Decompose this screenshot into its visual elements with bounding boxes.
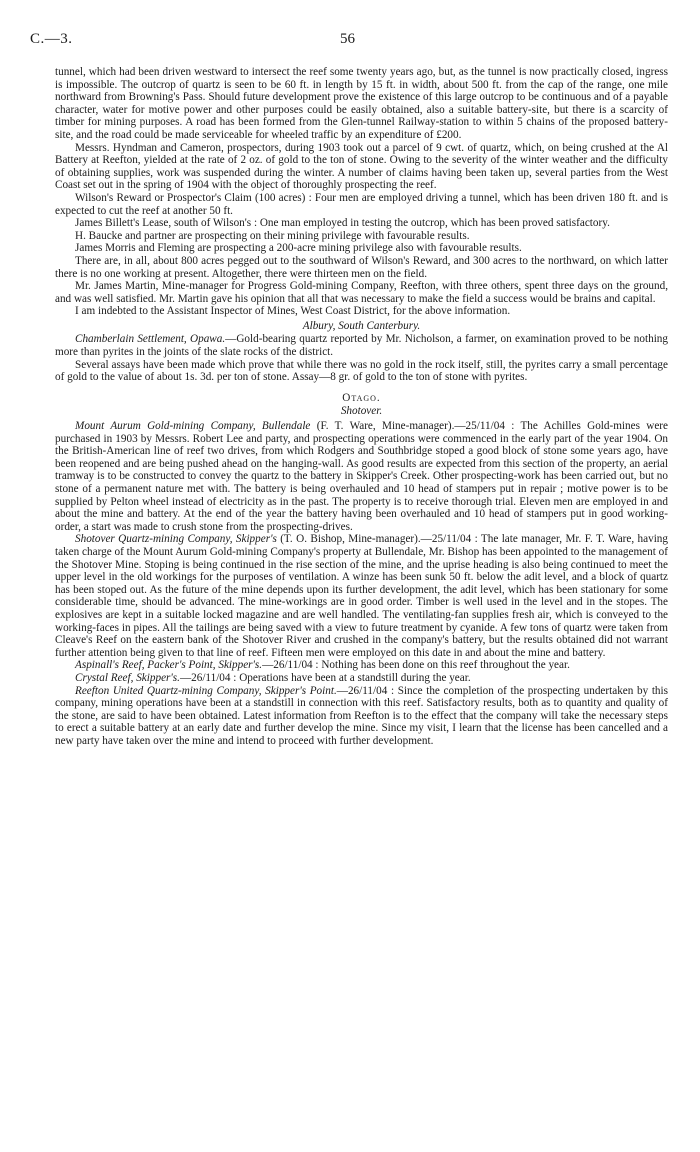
paragraph: Wilson's Reward or Prospector's Claim (100 acres) : Four men are employed driving a tunnel, which has been driven 180 ft. and is expected to cut the reef at another 50 ft.: [55, 191, 668, 217]
paragraph: [55, 533, 668, 659]
entry-title: Reefton United Quartz-mining Company, Skipper's Point.: [75, 684, 337, 697]
report-code: C.—3.: [30, 31, 73, 47]
paragraph: [55, 659, 668, 672]
paragraph: I am indebted to the Assistant Inspector of Mines, West Coast District, for the above information.: [75, 305, 511, 318]
section-heading-otago: Otago.: [342, 391, 381, 404]
paragraph: [55, 420, 668, 533]
paragraph: tunnel, which had been driven westward to intersect the reef some twenty years ago, but, as the tunnel is now practically closed, ingress is impossible. The outcrop of quartz is seen to be 60 ft. in length by 15 ft. in width, about 500 ft. from the cap of the range, one mile northward from Browning's Pass. Should future development prove the existence of this large outcrop to be continuous and of a payable character, water for motive power and other purposes could be easily obtained, also a suitable battery-site, but there is a scarcity of timber for mining purposes. A road has been formed from the Glen-tunnel Railway-station to within 5 chains of the proposed battery-site, and the road could be made serviceable for wheeled traffic by an expenditure of £200.: [55, 66, 668, 141]
page-body: [55, 66, 668, 747]
entry-text: —26/11/04 : Since the completion of the prospecting undertaken by this company, mining operations have been at a standstill in connection with this reef. Satisfactory results, both as to quantity and quality of the stone, are said to have been obtained. Latest information from Reefton is to the effect that the company will take the necessary steps to erect a suitable battery at an early date and further develop the mine. Since my visit, I learn that the license has been cancelled and a new party have taken over the mine and intend to proceed with further development.: [55, 684, 668, 747]
entry-title: Mount Aurum Gold-mining Company, Bullendale: [75, 420, 311, 433]
paragraph: Several assays have been made which prove that while there was no gold in the rock itself, still, the pyrites carry a small percentage of gold to the value of about 1s. 3d. per ton of stone. Assay—8 gr. of gold to the ton of stone with pyrites.: [55, 358, 668, 384]
entry-text: (T. O. Bishop, Mine-manager).—25/11/04 : The late manager, Mr. F. T. Ware, having taken charge of the Mount Aurum Gold-mining Company's property at Bullendale, Mr. Bishop has been appointed to the management of the Shotover Mine. Stoping is being continued in the rise section of the mine, and the uprise heading is also being continued to meet the upper level in the old workings for the purposes of ventilation. A winze has been sunk 50 ft. below the adit level, and a block of quartz has been stoped out. As the future of the mine depends upon its further development, the adit level, which has been stationary for some considerable time, should be advanced. The mine-workings are in good order. Timber is well used in the level and in the stopes. The explosives are kept in a suitable locked magazine and are well handled. The ventilating-fan supplies fresh air, which is conveyed to the working-faces in pipes. All the tailings are being saved with a view to future treatment by cyanide. A few tons of quartz were taken from Cleave's Reef on the eastern bank of the Shotover River and crushed in the company's battery, but the results obtained did not warrant further attention being given to that line of reef. Fifteen men were employed on this date in and about the mine and battery.: [55, 533, 668, 659]
paragraph: [55, 333, 668, 358]
entry-title: Aspinall's Reef, Packer's Point, Skipper's.: [75, 659, 263, 672]
entry-text: —26/11/04 : Nothing has been done on this reef throughout the year.: [262, 659, 570, 672]
paragraph: [55, 672, 668, 685]
paragraph: James Billett's Lease, south of Wilson's : One man employed in testing the outcrop, which has been proved satisfactory.: [75, 217, 610, 230]
section-heading-shotover: Shotover.: [340, 405, 383, 418]
entry-text: —Gold-bearing quartz reported by Mr. Nicholson, a farmer, on examination proved to be nothing more than pyrites in the joints of the slate rocks of the district.: [55, 333, 668, 359]
section-heading-albury: Albury, South Canterbury.: [302, 319, 421, 332]
entry-text: (F. T. Ware, Mine-manager).—25/11/04 : The Achilles Gold-mines were purchased in 1903 by Messrs. Robert Lee and party, and prospecting operations were commenced in the early part of the year 1904. On the British-American line of reef two drives, from which Rodgers and Southbridge stoped a good block of stone some years ago, have been reopened and are being pushed ahead on the hanging-wall. As good results are expected from this section of the property, an aerial tramway is to be constructed to convey the quartz to the battery in Skipper's Creek. Other prospecting-work has been carried out, but no stone of a permanent nature met with. The battery is being overhauled and 10 head of stampers put in repair ; motive power is to be supplied by Pelton wheel instead of electricity as in the past. The property is to receive thorough trial. Eleven men are employed in and about the mine and battery. At the end of the year the battery having been overhauled and 10 head of stampers put in good working-order, a start was made to crush stone from the prospecting-drives.: [55, 420, 668, 533]
paragraph: H. Baucke and partner are prospecting on their mining privilege with favourable results.: [75, 229, 470, 242]
entry-title: Shotover Quartz-mining Company, Skipper's: [75, 533, 277, 546]
entry-title: Crystal Reef, Skipper's.: [75, 671, 180, 684]
paragraph: Mr. James Martin, Mine-manager for Progress Gold-mining Company, Reefton, with three others, spent three days on the ground, and was well satisfied. Mr. Martin gave his opinion that all that was necessary to make the field a success would be brains and capital.: [55, 280, 668, 305]
page-number: 56: [340, 31, 355, 47]
paragraph: James Morris and Fleming are prospecting a 200-acre mining privilege also with favourable results.: [75, 242, 522, 255]
paragraph: There are, in all, about 800 acres pegged out to the southward of Wilson's Reward, and 300 acres to the northward, on which latter there is no one working at present. Altogether, there were thirteen men on the field.: [55, 254, 668, 280]
entry-title: Chamberlain Settlement, Opawa.: [75, 333, 226, 346]
paragraph: Messrs. Hyndman and Cameron, prospectors, during 1903 took out a parcel of 9 cwt. of quartz, which, on being crushed at the Al Battery at Reefton, yielded at the rate of 2 oz. of gold to the ton of stone. Owing to the severity of the winter weather and the difficulty of obtaining supplies, work was suspended during the winter. A number of claims having been taken up, several parties from the West Coast set out in the spring of 1904 with the object of thoroughly prospecting the reef.: [55, 141, 668, 192]
paragraph: [55, 685, 668, 748]
entry-text: —26/11/04 : Operations have been at a standstill during the year.: [179, 671, 471, 684]
